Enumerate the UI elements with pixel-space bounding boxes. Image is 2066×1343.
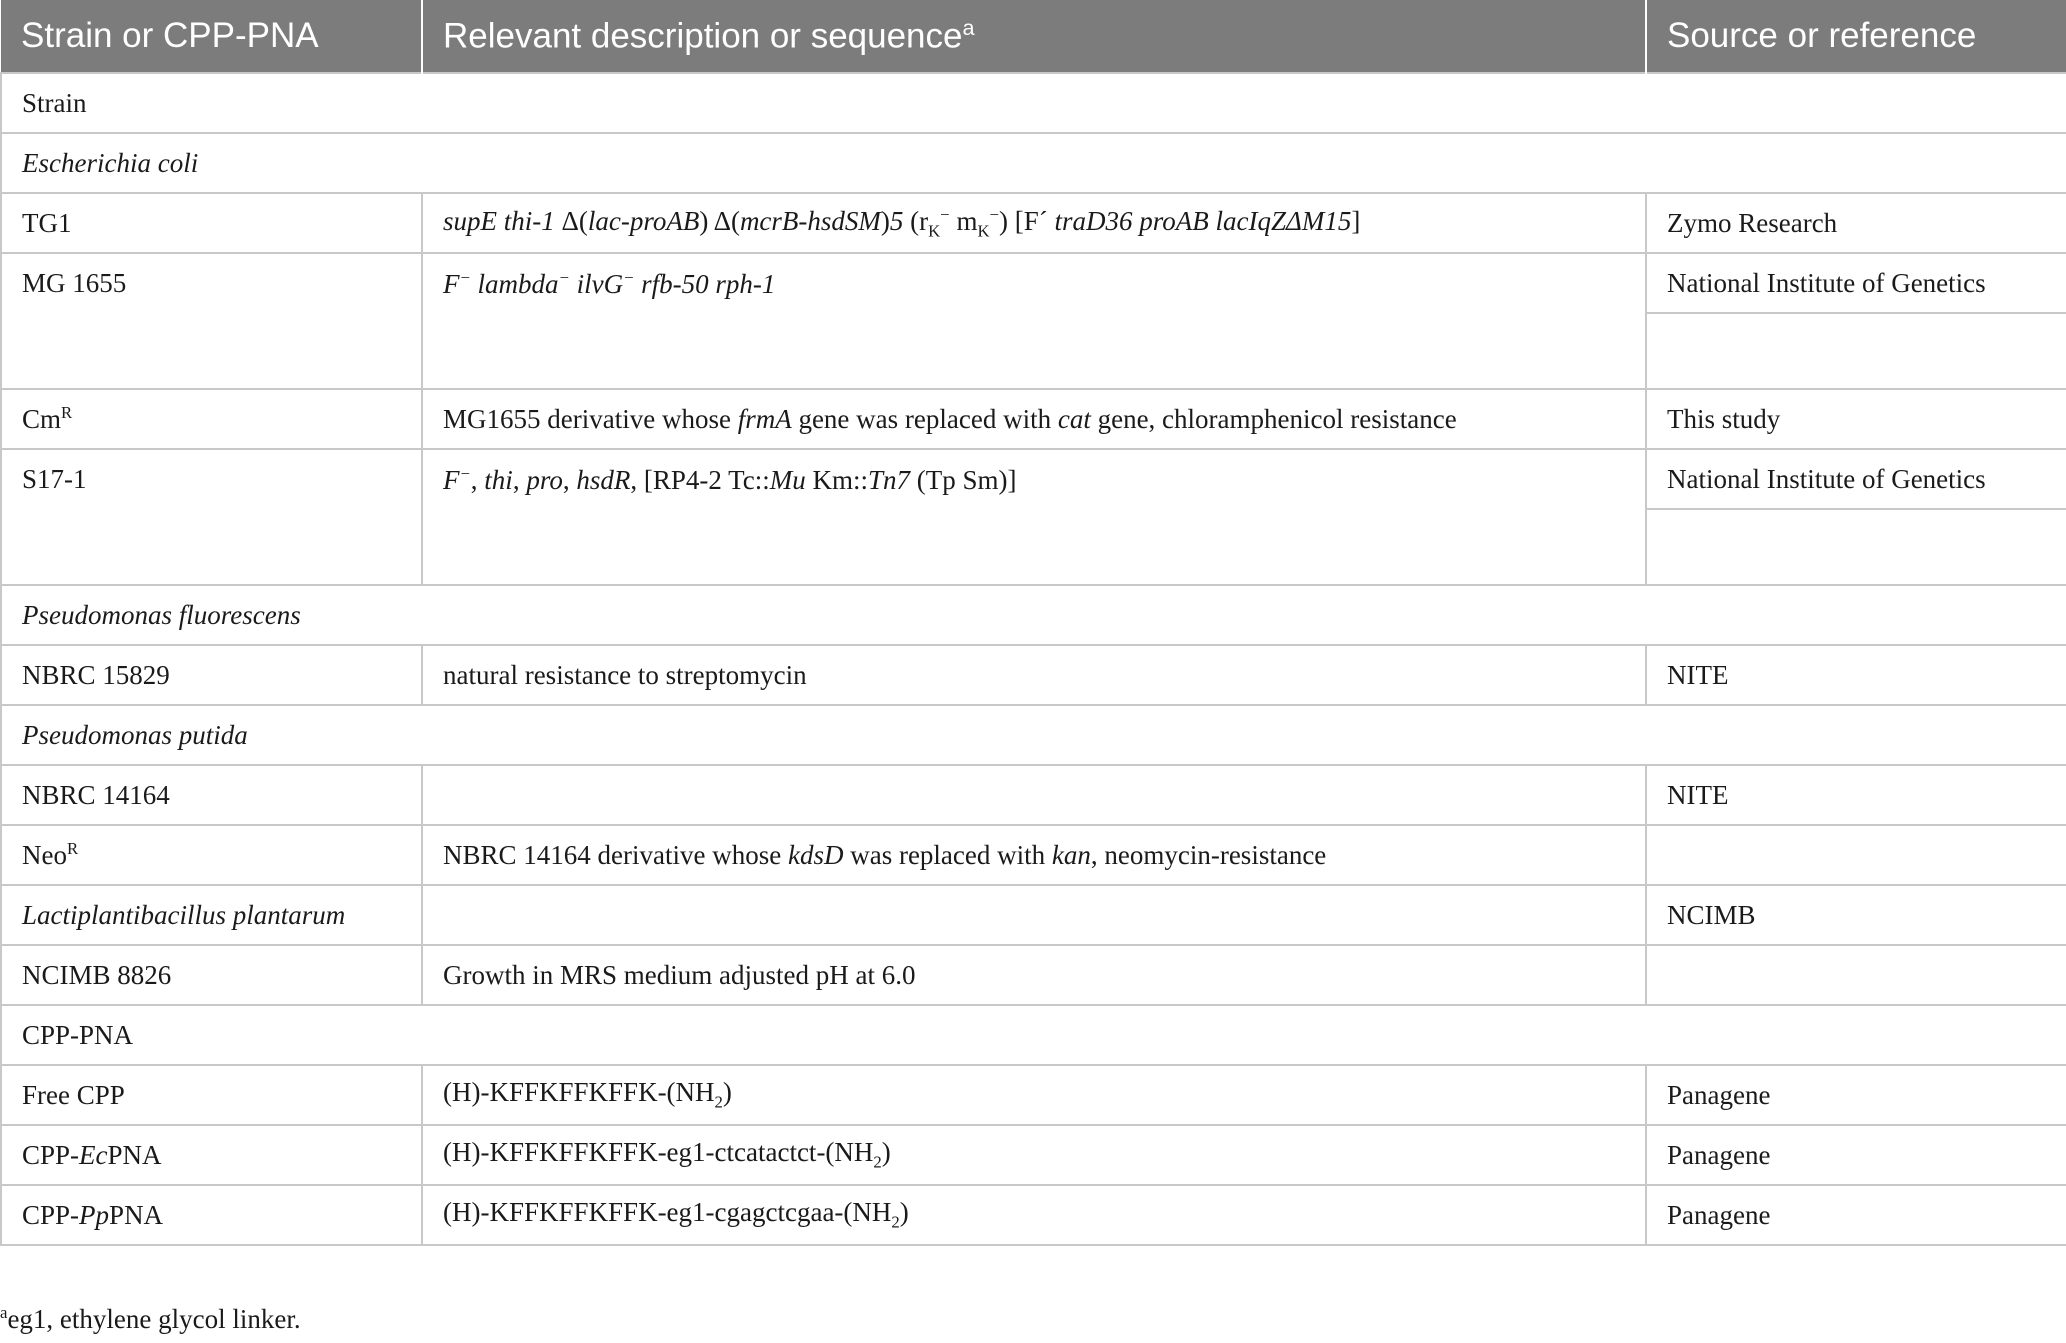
table-row [1,765,2066,825]
table-row [1,1125,2066,1185]
section-row-ecoli [1,133,2066,193]
section-row-cpppna [1,1005,2066,1065]
strain-description: NBRC 14164 derivative whose kdsD was replaced with kan, neomycin-resistance [422,825,1646,885]
strain-source: Panagene [1646,1065,2066,1125]
strain-source [1646,825,2066,885]
table-row [1,945,2066,1005]
strain-name: NBRC 15829 [1,645,422,705]
strain-source: Panagene [1646,1125,2066,1185]
strain-source: Panagene [1646,1185,2066,1245]
strain-source [1646,945,2066,1005]
strain-name: $Cm^R$ [1,389,422,449]
header-description-label: Relevant description or sequence [443,16,963,56]
header-source: Source or reference [1646,0,2066,73]
strain-source: NCIMB [1646,885,2066,945]
strain-description: F−, thi, pro, hsdR, [RP4-2 Tc::Mu Km::Tn7 (Tp Sm)] [422,449,1646,585]
strain-source: This study [1646,389,2066,449]
section-row-pfluorescens [1,585,2066,645]
footnote-mark: a [0,1303,8,1322]
strain-name: TG1 [1,193,422,253]
strain-name: Neo$^R$ [1,825,422,885]
header-footnote-mark: a [962,15,975,41]
strain-description: $(H)-KFFKFFKFFK-eg1-ctcatactct-(NH_2)$ [422,1125,1646,1185]
strain-name: S17-1 [1,449,422,585]
empty-subcell [1647,510,2066,570]
table-row [1,645,2066,705]
strain-name: NCIMB 8826 [1,945,422,1005]
section-label-strain: Strain [1,73,2066,133]
empty-subcell [1647,314,2066,374]
strain-description: $(H)-KFFKFFKFFK-eg1-cgagctcgaa-(NH_2)$ [422,1185,1646,1245]
strain-description [422,193,1646,253]
section-row-strain [1,73,2066,133]
section-label-pputida: Pseudomonas putida [1,705,2066,765]
section-row-pputida [1,705,2066,765]
table-row [1,193,2066,253]
strain-name: NBRC 14164 [1,765,422,825]
header-description [422,0,1646,73]
strain-description: MG1655 derivative whose frmA gene was replaced with cat gene, chloramphenicol resistance [422,389,1646,449]
table-row [1,1185,2066,1245]
desc-genotype: F− lambda− ilvG− rfb-50 rph-1 [443,268,776,299]
strain-source: National Institute of Genetics [1647,450,2066,510]
table-row [1,885,2066,945]
strain-source-cell [1646,253,2066,389]
strain-description: natural resistance to streptomycin [422,645,1646,705]
strain-name: CPP-EcPNA [1,1125,422,1185]
table-row [1,389,2066,449]
table-row [1,1065,2066,1125]
strain-source-cell [1646,449,2066,585]
section-label-pfluorescens: Pseudomonas fluorescens [1,585,2066,645]
strain-description: $(H)-KFFKFFKFFK-(NH_2)$ [422,1065,1646,1125]
section-label-ecoli: Escherichia coli [1,133,2066,193]
header-strain: Strain or CPP-PNA [1,0,422,73]
table-footnote [0,1303,301,1335]
strain-name: MG 1655 [1,253,422,389]
strain-name: Free CPP [1,1065,422,1125]
strain-description: Growth in MRS medium adjusted pH at 6.0 [422,945,1646,1005]
strain-description [422,885,1646,945]
section-label-cpppna: CPP-PNA [1,1005,2066,1065]
table-row [1,253,2066,389]
table-header-row [1,0,2066,73]
footnote-text: eg1, ethylene glycol linker. [7,1304,301,1334]
strain-source: NITE [1646,765,2066,825]
table-row [1,449,2066,585]
desc-genotype: supE thi-1 Δ(lac-proAB) Δ(mcrB-hsdSM)5 ($r_K^-$ $m_K^-$) [F´ traD36 proAB lacIqZΔM15] [443,204,1361,241]
strain-source: National Institute of Genetics [1647,254,2066,314]
strain-name: Lactiplantibacillus plantarum [1,885,422,945]
strain-name: CPP-PpPNA [1,1185,422,1245]
strain-description [422,253,1646,389]
table-row [1,825,2066,885]
strain-description [422,765,1646,825]
strain-source: NITE [1646,645,2066,705]
strain-source: Zymo Research [1646,193,2066,253]
